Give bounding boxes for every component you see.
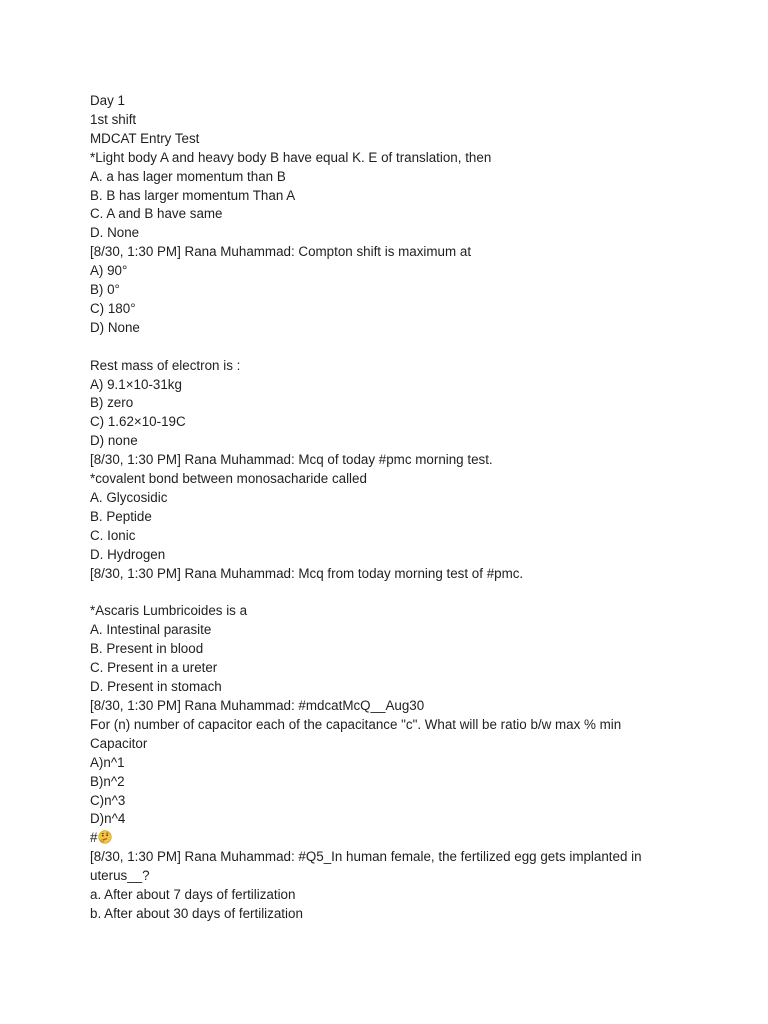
question-4-option-b: B. Peptide bbox=[90, 508, 152, 524]
question-6-option-b: B)n^2 bbox=[90, 773, 125, 789]
text-line-test-title: MDCAT Entry Test bbox=[90, 130, 200, 146]
thinking-face-icon bbox=[98, 830, 112, 844]
question-2-option-a: A) 90° bbox=[90, 263, 128, 279]
hashtag-emoji-line bbox=[90, 829, 690, 848]
question-6-text: For (n) number of capacitor each of the capacitance "c". What will be ratio b/w max % min bbox=[90, 716, 622, 732]
message-header-5: [8/30, 1:30 PM] Rana Muhammad: Mcq from today morning test of #pmc. bbox=[90, 565, 524, 581]
question-2-option-b: B) 0° bbox=[90, 282, 120, 298]
question-6-text-continued: Capacitor bbox=[90, 735, 148, 751]
question-1-option-d: D. None bbox=[90, 225, 140, 241]
question-6-option-c: C)n^3 bbox=[90, 792, 126, 808]
question-5-text: *Ascaris Lumbricoides is a bbox=[90, 603, 248, 619]
question-5-option-c: C. Present in a ureter bbox=[90, 660, 218, 676]
question-5-option-b: B. Present in blood bbox=[90, 641, 204, 657]
question-6-option-d: D)n^4 bbox=[90, 811, 126, 827]
question-4-text: *covalent bond between monosacharide called bbox=[90, 471, 367, 487]
question-3-option-c: C) 1.62×10-19C bbox=[90, 414, 186, 430]
text-line-day: Day 1 bbox=[90, 93, 125, 108]
hashtag-text: # bbox=[90, 830, 98, 846]
text-line-shift: 1st shift bbox=[90, 111, 137, 127]
question-2-option-d: D) None bbox=[90, 319, 140, 335]
message-header-4: [8/30, 1:30 PM] Rana Muhammad: Mcq of today #pmc morning test. bbox=[90, 452, 493, 468]
question-4-option-a: A. Glycosidic bbox=[90, 490, 168, 506]
question-3-option-a: A) 9.1×10-31kg bbox=[90, 376, 182, 392]
question-7-option-b: b. After about 30 days of fertilization bbox=[90, 905, 303, 921]
question-7-text-continued: uterus__? bbox=[90, 868, 150, 884]
question-1-text: *Light body A and heavy body B have equal K. E of translation, then bbox=[90, 149, 492, 165]
question-5-option-a: A. Intestinal parasite bbox=[90, 622, 212, 638]
blank-line bbox=[90, 338, 690, 357]
question-2-text: [8/30, 1:30 PM] Rana Muhammad: Compton shift is maximum at bbox=[90, 244, 472, 260]
question-4-option-d: D. Hydrogen bbox=[90, 546, 166, 562]
question-3-option-b: B) zero bbox=[90, 395, 134, 411]
question-3-text: Rest mass of electron is : bbox=[90, 357, 241, 373]
question-3-option-d: D) none bbox=[90, 433, 138, 449]
document-page bbox=[90, 92, 690, 924]
question-1-option-c: C. A and B have same bbox=[90, 206, 223, 222]
message-header-6: [8/30, 1:30 PM] Rana Muhammad: #mdcatMcQ__Aug30 bbox=[90, 697, 425, 713]
question-1-option-b: B. B has larger momentum Than A bbox=[90, 187, 296, 203]
question-7-option-a: a. After about 7 days of fertilization bbox=[90, 887, 296, 903]
question-2-option-c: C) 180° bbox=[90, 300, 136, 316]
blank-line bbox=[90, 584, 690, 603]
question-4-option-c: C. Ionic bbox=[90, 527, 136, 543]
question-5-option-d: D. Present in stomach bbox=[90, 679, 222, 695]
message-header-7: [8/30, 1:30 PM] Rana Muhammad: #Q5_In human female, the fertilized egg gets implanted in bbox=[90, 849, 642, 865]
question-1-option-a: A. a has lager momentum than B bbox=[90, 168, 286, 184]
question-6-option-a: A)n^1 bbox=[90, 754, 125, 770]
